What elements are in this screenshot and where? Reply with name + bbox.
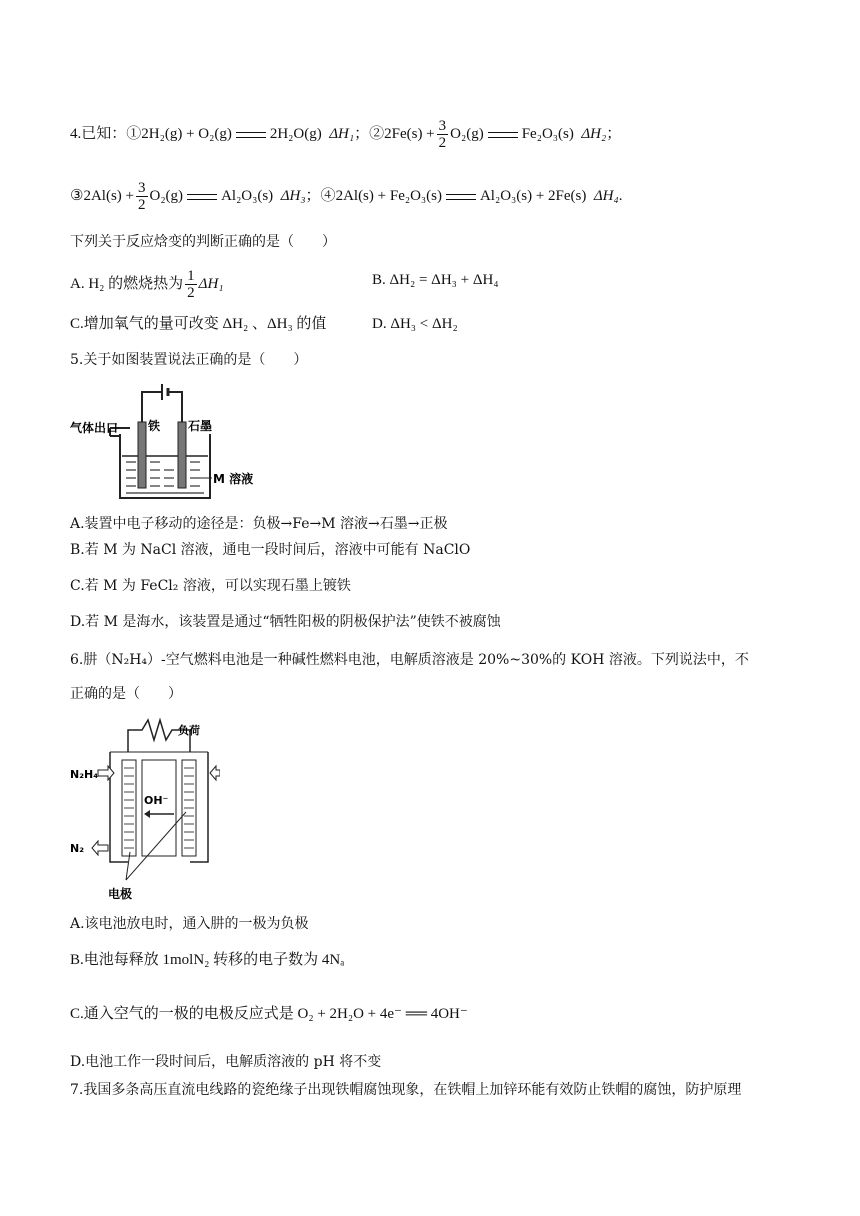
q6-fuel-cell-figure: [70, 712, 220, 912]
q4-r3-fraction: $\frac{3}{2}$: [138, 180, 146, 213]
q5-option-d: D.若 M 是海水，该装置是通过“牺牲阳极的阴极保护法”使铁不被腐蚀: [70, 614, 501, 630]
q4-r2-right: Fe₂O₃(s): [521, 125, 574, 142]
svg-text:N₂H₄: N₂H₄: [70, 768, 99, 781]
svg-text:M 溶液: M 溶液: [213, 472, 254, 486]
q6-stem-line-2: 正确的是（ ）: [70, 686, 182, 702]
q4-end: .: [618, 187, 623, 204]
q4-dh1: ΔH₁: [329, 125, 355, 142]
q4-option-d: D. ΔH₃ < ΔH₂: [372, 316, 458, 332]
q4-option-c: C.增加氧气的量可改变 ΔH₂ 、ΔH₃ 的值: [70, 316, 327, 332]
svg-text:石墨: 石墨: [188, 419, 213, 433]
q6-option-d: D.电池工作一段时间后，电解质溶液的 pH 将不变: [70, 1054, 382, 1070]
equal-sign-icon: [488, 132, 518, 138]
q4-r4-left: 2Al(s) + Fe₂O₃(s): [335, 187, 442, 204]
q6-stem-line-1: 6.肼（N₂H₄）-空气燃料电池是一种碱性燃料电池，电解质溶液是 20%~30%的 KOH 溶液。下列说法中，不: [70, 652, 749, 668]
svg-text:OH⁻: OH⁻: [144, 794, 169, 807]
svg-text:电极: 电极: [108, 887, 133, 901]
q5-option-b: B.若 M 为 NaCl 溶液，通电一段时间后，溶液中可能有 NaClO: [70, 542, 471, 558]
q6-option-b: B.电池每释放 1molN₂ 转移的电子数为 4Nₐ: [70, 952, 345, 968]
q4-stem: 下列关于反应焓变的判断正确的是（ ）: [70, 234, 336, 250]
q4-r2-left-b: O₂(g): [450, 125, 484, 142]
q6-option-c: C.通入空气的一极的电极反应式是 O₂ + 2H₂O + 4e⁻ ══ 4OH⁻: [70, 1006, 468, 1022]
svg-text:N₂: N₂: [70, 842, 85, 855]
q4-line-1: [70, 118, 621, 151]
q4-r3-left-a: 2Al(s) +: [83, 187, 134, 204]
svg-text:负荷: 负荷: [178, 724, 200, 737]
q4-r1-right: 2H₂O(g): [269, 125, 322, 142]
q4-r3-right: Al₂O₃(s): [221, 187, 274, 204]
q5-electrolysis-figure: [70, 378, 270, 508]
q5-option-a: A.装置中电子移动的途径是：负极→Fe→M 溶液→石墨→正极: [70, 516, 448, 532]
q4-r2-fraction: $\frac{3}{2}$: [438, 118, 447, 151]
q4-r1-left: 2H₂(g) + O₂(g): [141, 125, 232, 142]
equal-sign-icon: [187, 194, 217, 200]
q4-option-b: B. ΔH₂ = ΔH₃ + ΔH₄: [372, 272, 499, 288]
q4-r3-left-b: O₂(g): [149, 187, 184, 204]
equal-sign-icon: [446, 194, 476, 200]
q4-dh4: ΔH₄: [593, 187, 619, 204]
q5-option-c: C.若 M 为 FeCl₂ 溶液，可以实现石墨上镀铁: [70, 578, 351, 594]
q4-option-a: A. H₂ 的燃烧热为 $\frac{1}{2}$ ΔH₁: [70, 268, 224, 301]
q4-dh3: ΔH₃: [280, 187, 306, 204]
q4-line-2: [70, 180, 622, 213]
q7-stem: 7.我国多条高压直流电线路的瓷绝缘子出现铁帽腐蚀现象，在铁帽上加锌环能有效防止铁帽的腐蚀，防护原理: [70, 1082, 742, 1098]
q4-r2-left-a: 2Fe(s) +: [384, 125, 435, 142]
equal-sign-icon: [236, 132, 266, 138]
svg-text:铁: 铁: [148, 419, 161, 433]
q4-sep3: ；④: [305, 187, 336, 204]
q4-dh2: ΔH₂: [581, 125, 607, 142]
q4-sep1: ；②: [354, 125, 385, 142]
svg-text:气体出口: 气体出口: [70, 421, 119, 435]
q4-r4-right: Al₂O₃(s) + 2Fe(s): [479, 187, 587, 204]
q4-prefix: 4.已知：①: [70, 125, 142, 142]
q4-sep2: ；: [606, 125, 622, 142]
q5-stem: 5.关于如图装置说法正确的是（ ）: [70, 352, 308, 368]
q4-circ3: ③: [70, 187, 84, 204]
q6-option-a: A.该电池放电时，通入肼的一极为负极: [70, 916, 309, 932]
